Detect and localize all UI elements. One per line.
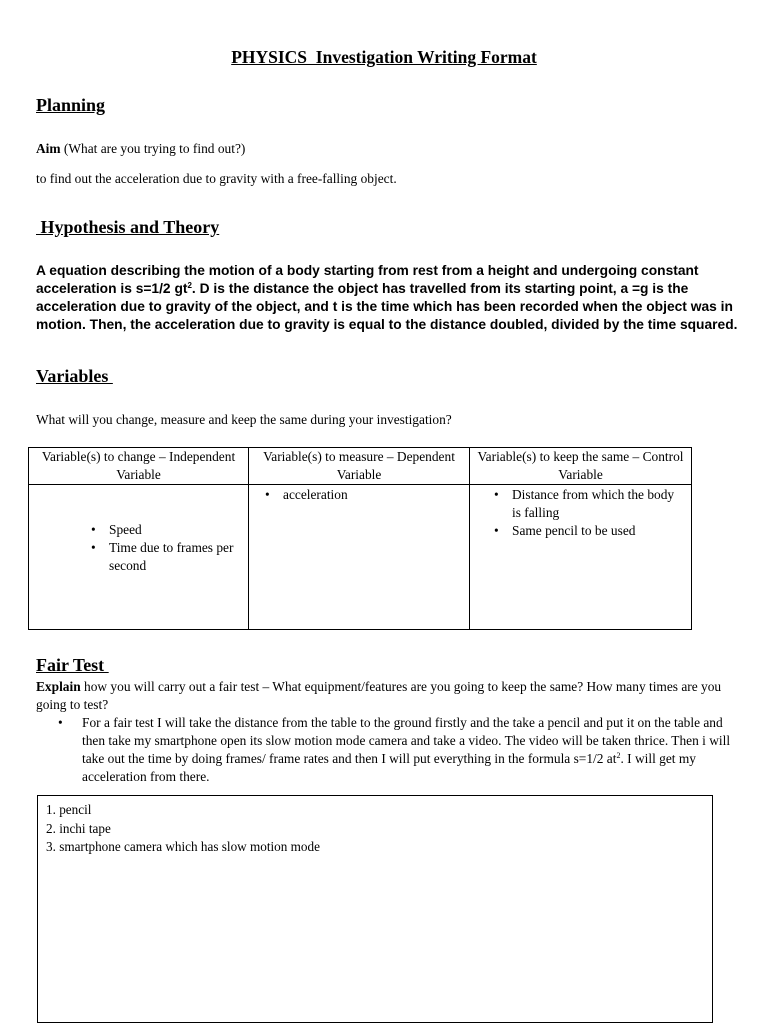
aim-answer: to find out the acceleration due to gravity with a free-falling object. xyxy=(36,171,397,186)
explain-label: Explain xyxy=(36,679,81,694)
aim-line xyxy=(36,140,245,158)
equipment-box xyxy=(37,795,713,1023)
aim-label: Aim xyxy=(36,141,61,156)
bullet-superscript: 2 xyxy=(616,751,621,760)
hypothesis-text xyxy=(36,262,766,334)
hypothesis-text-part1: A equation describing the motion of a body starting from rest from a height and undergoing constant acceleration is s=1/2 gt xyxy=(36,263,699,296)
header-control: Variable(s) to keep the same – Control Variable xyxy=(470,448,692,485)
variables-table-row xyxy=(29,485,692,630)
bullet-dot: • xyxy=(58,715,63,730)
variables-heading: Variables xyxy=(36,366,113,386)
variables-table xyxy=(28,447,692,630)
aim-prompt: (What are you trying to find out?) xyxy=(63,141,246,156)
bullet-text-part2: . I will get my acceleration from there. xyxy=(82,751,696,784)
list-item: • Same pencil to be used xyxy=(482,522,681,540)
equipment-item: 3. smartphone camera which has slow motion mode xyxy=(46,839,320,854)
variables-prompt: What will you change, measure and keep the same during your investigation? xyxy=(36,412,452,427)
cell-dependent xyxy=(249,485,470,630)
variables-table-header-row xyxy=(29,448,692,485)
fair-test-heading: Fair Test xyxy=(36,655,109,675)
page-title: PHYSICS Investigation Writing Format xyxy=(231,47,537,67)
equipment-item: 2. inchi tape xyxy=(46,821,111,836)
cell-independent xyxy=(29,485,249,630)
header-dependent: Variable(s) to measure – Dependent Variable xyxy=(249,448,470,485)
list-item: • Time due to frames per second xyxy=(79,539,244,575)
hypothesis-text-part2: . D is the distance the object has travelled from its starting point, a =g is the acceleration due to gravity of the object, and t is the time which has been recorded when the object was in motion. Then, the acceleration due to gravity is equal to the distance doubled, divided by the time squared. xyxy=(36,281,738,332)
control-list xyxy=(482,486,681,540)
hypothesis-heading: Hypothesis and Theory xyxy=(36,217,220,237)
fair-test-prompt xyxy=(36,678,736,714)
fair-test-prompt-text: how you will carry out a fair test – What equipment/features are you going to keep the same? How many times are you going to test? xyxy=(36,679,722,712)
independent-list xyxy=(79,521,244,575)
fair-test-bullet-text xyxy=(82,714,742,786)
header-independent: Variable(s) to change – Independent Variable xyxy=(29,448,249,485)
bullet-text-part1: For a fair test I will take the distance from the table to the ground firstly and the take a pencil and put it on the table and then take my smartphone open its slow motion mode camera and take a video. The video will be taken thrice. Then i will take out the time by doing frames/ frame rates and then I will put everything in the formula s=1/2 at xyxy=(82,715,731,766)
list-item: • Distance from which the body is falling xyxy=(482,486,681,522)
list-item: • Speed xyxy=(79,521,244,539)
dependent-list xyxy=(253,486,465,504)
equipment-item: 1. pencil xyxy=(46,802,92,817)
list-item: • acceleration xyxy=(253,486,465,504)
cell-control xyxy=(470,485,692,630)
planning-heading: Planning xyxy=(36,95,106,115)
hypothesis-superscript: 2 xyxy=(187,281,192,290)
